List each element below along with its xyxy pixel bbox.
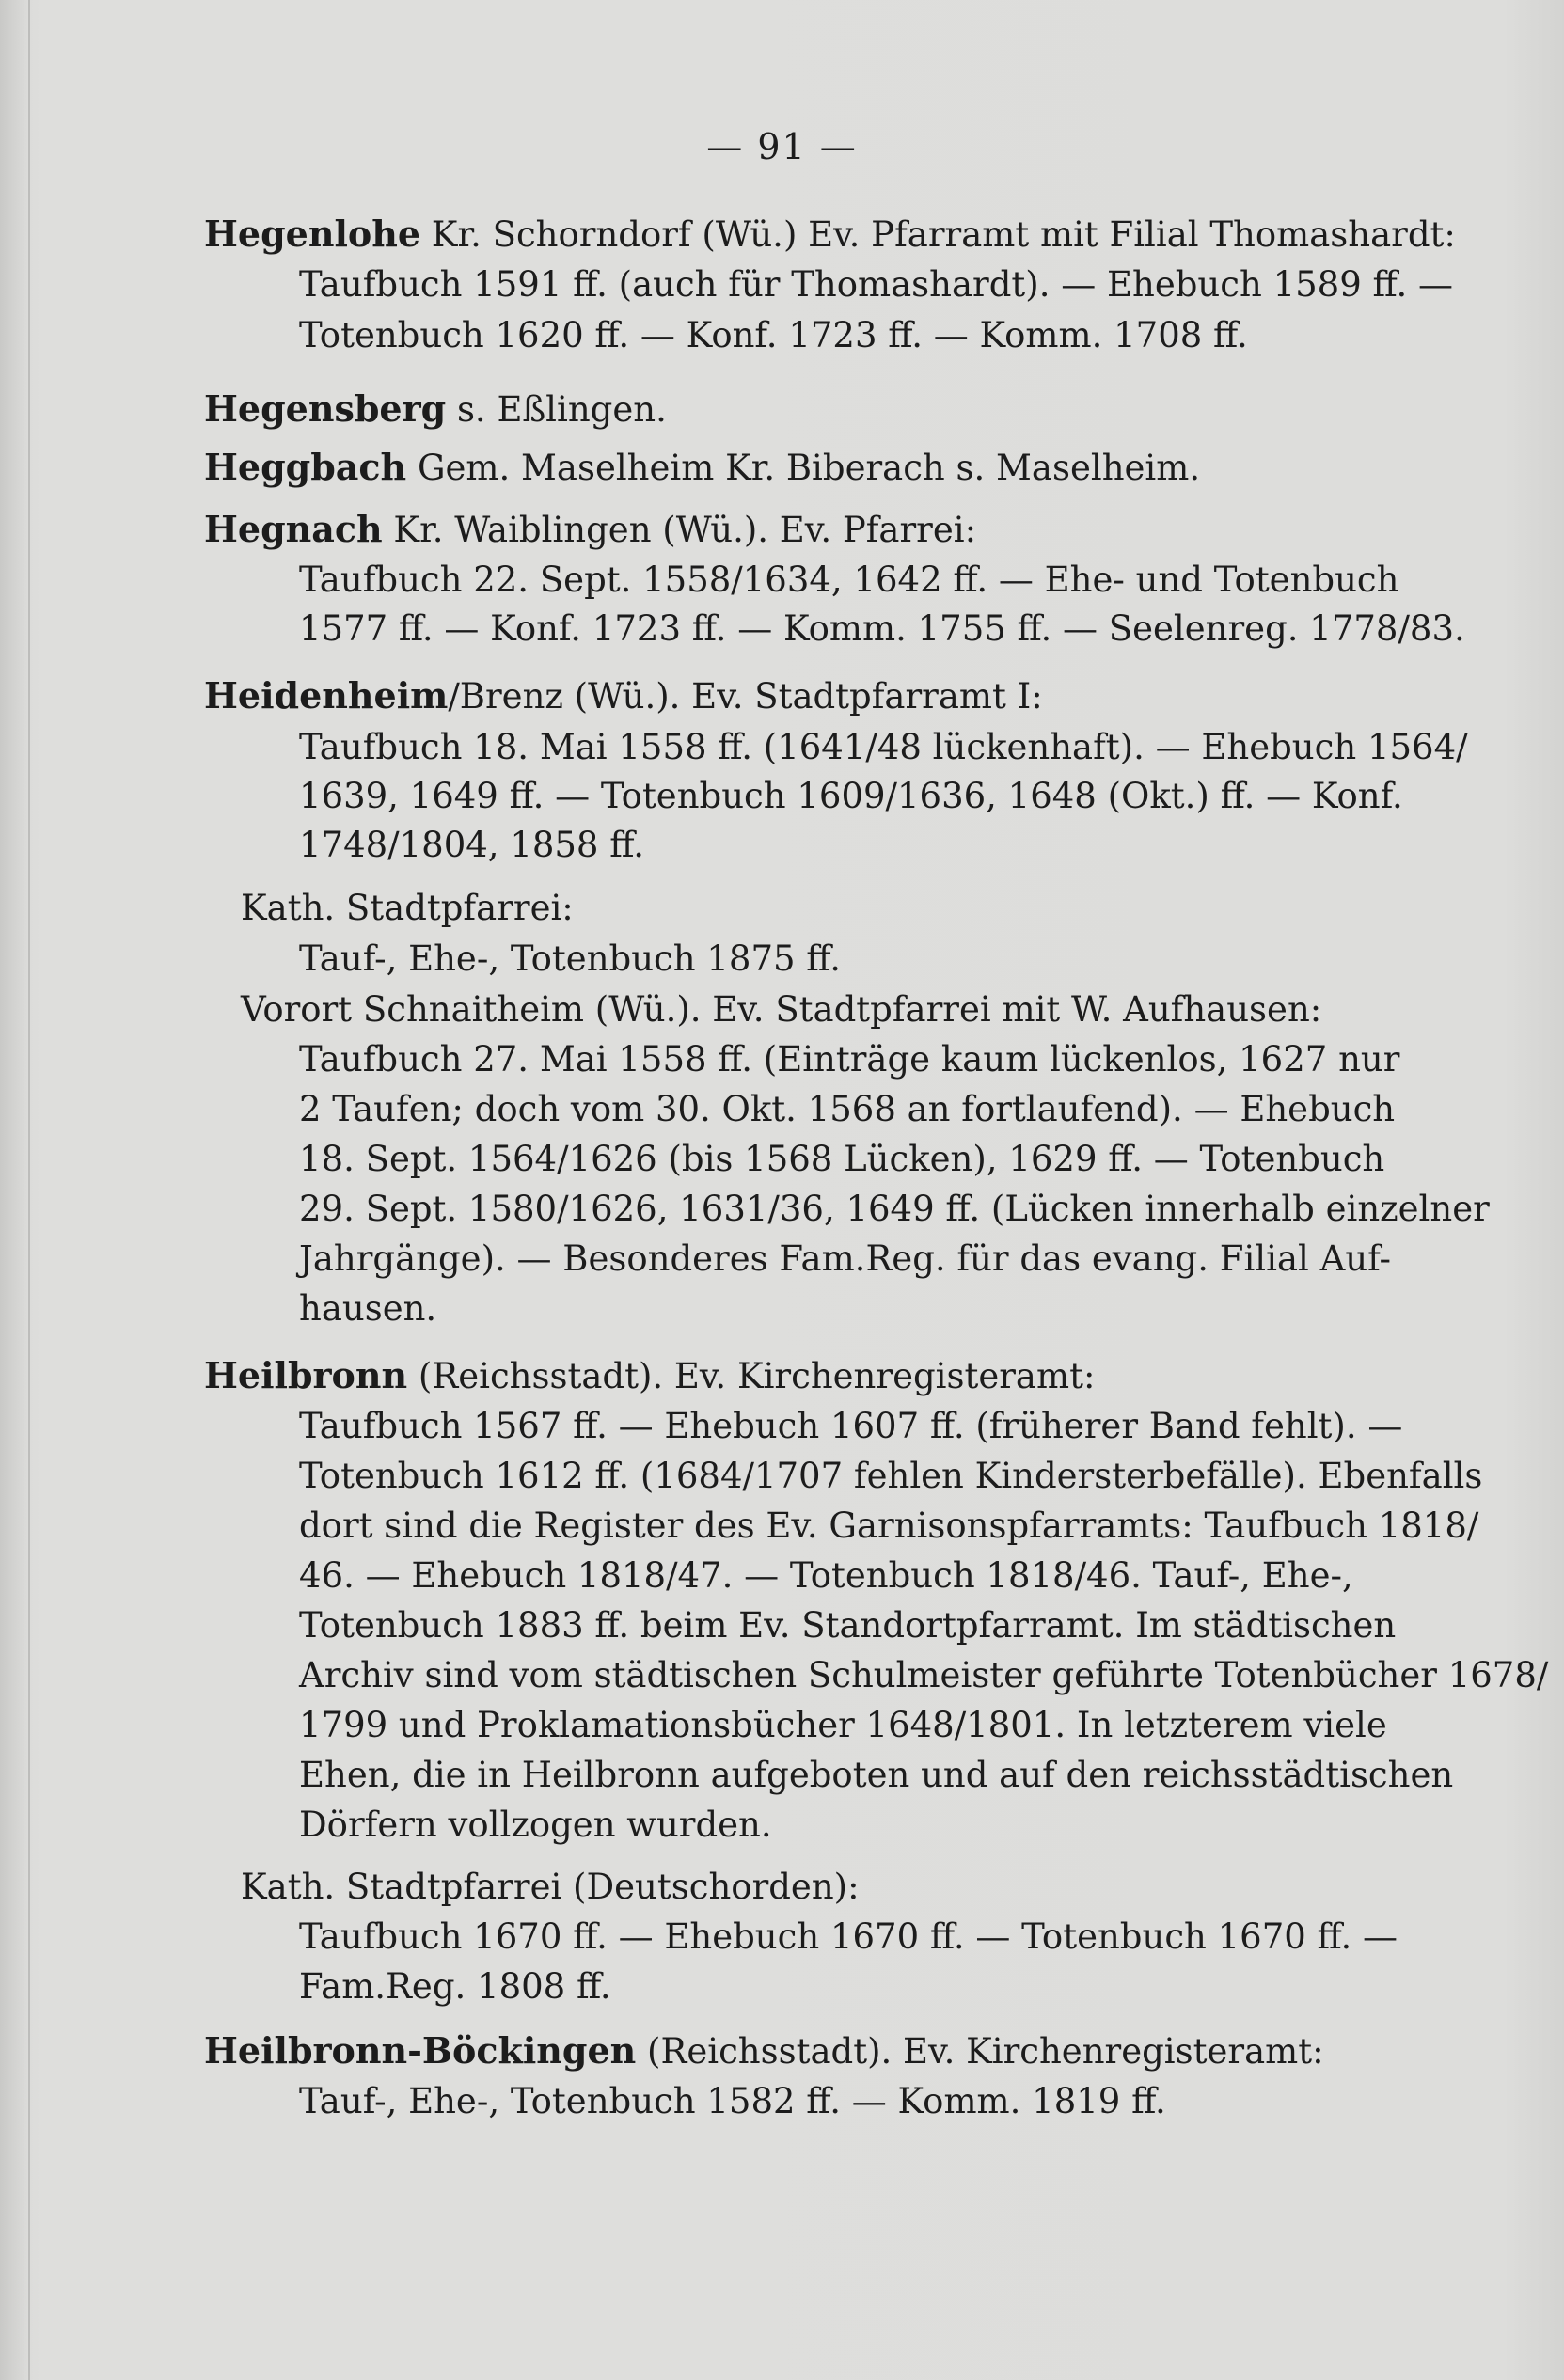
entry-heidenheim-line-5: Tauf-, Ehe-, Totenbuch 1875 ff. xyxy=(299,938,842,979)
entry-hegenlohe-line-1: Taufbuch 1591 ff. (auch für Thomashardt). — Ehebuch 1589 ff. — xyxy=(299,264,1453,305)
headword-heggbach: Heggbach xyxy=(204,446,407,488)
entry-heidenheim-line-8: 2 Taufen; doch vom 30. Okt. 1568 an fortlaufend). — Ehebuch xyxy=(299,1089,1396,1129)
entry-heilbronn-line-1: Taufbuch 1567 ff. — Ehebuch 1607 ff. (früherer Band fehlt). — xyxy=(299,1406,1403,1446)
entry-heidenheim-line-1: Taufbuch 18. Mai 1558 ff. (1641/48 lückenhaft). — Ehebuch 1564/ xyxy=(299,727,1468,767)
entry-text: (Reichsstadt). Ev. Kirchenregisteramt: xyxy=(636,2031,1324,2072)
entry-heidenheim-line-7: Taufbuch 27. Mai 1558 ff. (Einträge kaum lückenlos, 1627 nur xyxy=(299,1039,1400,1080)
entry-heilbronn-boeckingen-line-1: Tauf-, Ehe-, Totenbuch 1582 ff. — Komm. 1819 ff. xyxy=(299,2081,1166,2121)
entry-text: s. Eßlingen. xyxy=(446,389,667,430)
entry-heilbronn-line-4: 46. — Ehebuch 1818/47. — Totenbuch 1818/46. Tauf-, Ehe-, xyxy=(299,1555,1353,1596)
entry-heilbronn-line-3: dort sind die Register des Ev. Garnisonspfarramts: Taufbuch 1818/ xyxy=(299,1505,1479,1546)
entry-heilbronn-line-10: Kath. Stadtpfarrei (Deutschorden): xyxy=(241,1867,860,1907)
page-number: — 91 — xyxy=(706,126,858,167)
entry-hegensberg-line-0 xyxy=(204,386,667,433)
entry-hegnach-line-2: 1577 ff. — Konf. 1723 ff. — Komm. 1755 ff. — Seelenreg. 1778/83. xyxy=(299,608,1465,649)
headword-hegenlohe: Hegenlohe xyxy=(204,213,421,255)
entry-heilbronn-line-11: Taufbuch 1670 ff. — Ehebuch 1670 ff. — Totenbuch 1670 ff. — xyxy=(299,1916,1398,1957)
entry-heilbronn-boeckingen-line-0 xyxy=(204,2027,1324,2075)
entry-text: (Reichsstadt). Ev. Kirchenregisteramt: xyxy=(407,1356,1096,1396)
entry-heilbronn-line-7: 1799 und Proklamationsbücher 1648/1801. In letzterem viele xyxy=(299,1705,1387,1745)
entry-hegenlohe-line-0 xyxy=(204,211,1456,259)
entry-text: Kr. Schorndorf (Wü.) Ev. Pfarramt mit Filial Thomashardt: xyxy=(420,214,1456,255)
entry-heilbronn-line-12: Fam.Reg. 1808 ff. xyxy=(299,1966,611,2007)
entry-heilbronn-line-5: Totenbuch 1883 ff. beim Ev. Standortpfarramt. Im städtischen xyxy=(299,1605,1397,1646)
entry-heidenheim-line-3: 1748/1804, 1858 ff. xyxy=(299,825,644,865)
headword-hegnach: Hegnach xyxy=(204,508,383,550)
entry-hegenlohe-line-2: Totenbuch 1620 ff. — Konf. 1723 ff. — Komm. 1708 ff. xyxy=(299,315,1248,355)
entry-hegnach-line-1: Taufbuch 22. Sept. 1558/1634, 1642 ff. — Ehe- und Totenbuch xyxy=(299,560,1399,600)
headword-heilbronn-boeckingen: Heilbronn-Böckingen xyxy=(204,2029,637,2072)
entry-text: Gem. Maselheim Kr. Biberach s. Maselheim. xyxy=(406,448,1201,488)
entry-text: Kr. Waiblingen (Wü.). Ev. Pfarrei: xyxy=(382,510,977,550)
entry-text: /Brenz (Wü.). Ev. Stadtpfarramt I: xyxy=(448,676,1043,717)
entry-heilbronn-line-0 xyxy=(204,1352,1095,1400)
entry-heidenheim-line-4: Kath. Stadtpfarrei: xyxy=(241,888,574,928)
entry-heidenheim-line-12: hausen. xyxy=(299,1288,437,1329)
entry-heidenheim-line-2: 1639, 1649 ff. — Totenbuch 1609/1636, 1648 (Okt.) ff. — Konf. xyxy=(299,776,1403,816)
entry-heggbach-line-0 xyxy=(204,444,1200,492)
entry-heidenheim-line-0 xyxy=(204,672,1043,720)
headword-heilbronn: Heilbronn xyxy=(204,1354,408,1396)
entry-hegnach-line-0 xyxy=(204,506,976,554)
entry-heidenheim-line-10: 29. Sept. 1580/1626, 1631/36, 1649 ff. (Lücken innerhalb einzelner xyxy=(299,1189,1490,1229)
entry-heilbronn-line-6: Archiv sind vom städtischen Schulmeister geführte Totenbücher 1678/ xyxy=(299,1655,1549,1695)
entry-heidenheim-line-6: Vorort Schnaitheim (Wü.). Ev. Stadtpfarrei mit W. Aufhausen: xyxy=(241,989,1322,1030)
entry-heilbronn-line-8: Ehen, die in Heilbronn aufgeboten und auf den reichsstädtischen xyxy=(299,1755,1454,1795)
entry-heilbronn-line-9: Dörfern vollzogen wurden. xyxy=(299,1805,772,1845)
entry-heidenheim-line-11: Jahrgänge). — Besonderes Fam.Reg. für das evang. Filial Auf- xyxy=(299,1238,1392,1279)
entry-heilbronn-line-2: Totenbuch 1612 ff. (1684/1707 fehlen Kindersterbefälle). Ebenfalls xyxy=(299,1456,1483,1496)
entry-heidenheim-line-9: 18. Sept. 1564/1626 (bis 1568 Lücken), 1629 ff. — Totenbuch xyxy=(299,1139,1385,1179)
headword-hegensberg: Hegensberg xyxy=(204,387,447,430)
headword-heidenheim: Heidenheim xyxy=(204,674,449,717)
